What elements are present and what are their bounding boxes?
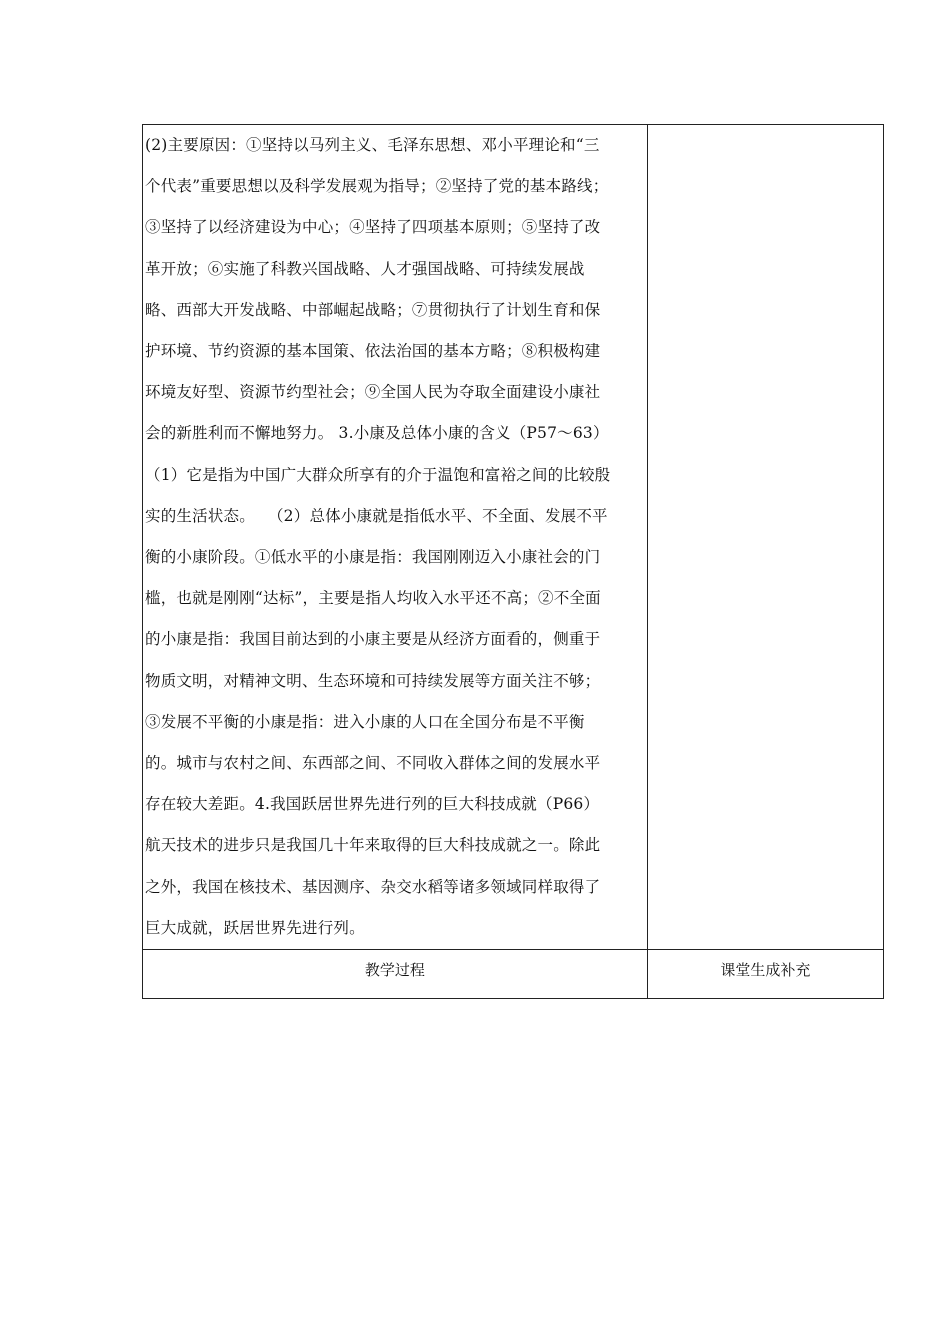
content-line: 存在较大差距。4.我国跃居世界先进行列的巨大科技成就（P66） [145,795,600,814]
content-line: 略、西部大开发战略、中部崛起战略；⑦贯彻执行了计划生育和保 [145,300,601,319]
content-line: 巨大成就，跃居世界先进行列。 [145,918,365,937]
lesson-table [142,124,884,999]
content-line: 会的新胜利而不懈地努力。 3.小康及总体小康的含义（P57～63） [145,424,609,443]
class-supplement-cell [647,125,883,950]
teaching-process-header [143,950,648,999]
class-supplement-header [647,950,883,999]
content-line: ③发展不平衡的小康是指：进入小康的人口在全国分布是不平衡 [145,712,585,731]
content-line: 的。城市与农村之间、东西部之间、不同收入群体之间的发展水平 [145,754,601,773]
content-line: （1）它是指为中国广大群众所享有的介于温饱和富裕之间的比较殷 [145,465,611,484]
content-line: 槛，也就是刚刚“达标”，主要是指人均收入水平还不高；②不全面 [145,589,601,608]
content-line: 护环境、节约资源的基本国策、依法治国的基本方略；⑧积极构建 [145,342,601,361]
content-line: 物质文明，对精神文明、生态环境和可持续发展等方面关注不够； [145,671,601,690]
teaching-process-label: 教学过程 [364,960,425,979]
content-line: 个代表”重要思想以及科学发展观为指导；②坚持了党的基本路线； [145,177,609,196]
footer-row [143,950,884,999]
class-supplement-label: 课堂生成补充 [720,960,811,979]
content-line: 之外，我国在核技术、基因测序、杂交水稻等诸多领域同样取得了 [145,877,601,896]
content-line: 衡的小康阶段。①低水平的小康是指：我国刚刚迈入小康社会的门 [145,548,601,567]
content-line: 航天技术的进步只是我国几十年来取得的巨大科技成就之一。除此 [145,836,601,855]
content-line: 革开放；⑥实施了科教兴国战略、人才强国战略、可持续发展战 [145,259,585,278]
content-line: 环境友好型、资源节约型社会；⑨全国人民为夺取全面建设小康社 [145,383,601,402]
teaching-content-cell [143,125,648,950]
content-line: ③坚持了以经济建设为中心；④坚持了四项基本原则；⑤坚持了改 [145,218,601,237]
content-line: (2)主要原因：①坚持以马列主义、毛泽东思想、邓小平理论和“三 [145,136,600,154]
content-line: 实的生活状态。 （2）总体小康就是指低水平、不全面、发展不平 [145,506,608,525]
teaching-content-text [143,125,647,949]
content-line: 的小康是指：我国目前达到的小康主要是从经济方面看的，侧重于 [145,630,601,649]
content-row [143,125,884,950]
